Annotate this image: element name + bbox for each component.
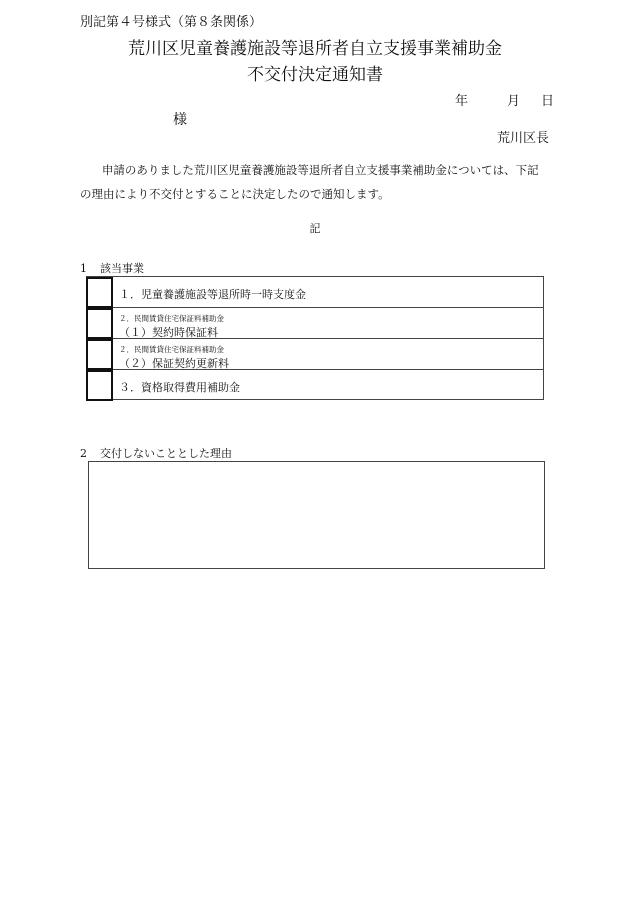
program-row [87, 339, 543, 370]
program-checkbox[interactable] [86, 308, 113, 339]
date-day-label: 日 [541, 94, 555, 109]
program-category-label: ２．民間賃貸住宅保証料補助金 [119, 314, 224, 323]
notice-body-text: 申請のありました荒川区児童養護施設等退所者自立支援事業補助金については、下記の理由により不交付とすることに決定したので通知します。 [80, 163, 539, 201]
date-month-label: 月 [507, 94, 521, 109]
program-sub-label: （２）保証契約更新料 [119, 357, 229, 370]
section1-title: 該当事業 [100, 262, 144, 275]
section2-title: 交付しないこととした理由 [100, 447, 232, 460]
program-sub-label: （１）契約時保証料 [119, 326, 218, 339]
form-number: 別記第４号様式（第８条関係） [80, 15, 263, 30]
issuer-name: 荒川区長 [497, 131, 550, 146]
program-row [87, 370, 543, 399]
section2-heading [80, 445, 232, 461]
recipient-honorific: 様 [173, 112, 187, 128]
program-checkbox[interactable] [86, 339, 113, 370]
ki-marker: 記 [309, 222, 321, 235]
document-title-line1: 荒川区児童養護施設等退所者自立支援事業補助金 [128, 39, 502, 59]
program-checkbox[interactable] [86, 370, 113, 401]
program-row [87, 277, 543, 308]
section2-number: 2 [80, 447, 87, 460]
section1-number: 1 [80, 262, 87, 275]
document-title-line2: 不交付決定通知書 [247, 65, 383, 85]
program-category-label: ２．民間賃貸住宅保証料補助金 [119, 345, 224, 354]
section1-heading [80, 260, 144, 276]
program-label: ３．資格取得費用補助金 [119, 381, 240, 394]
date-line [455, 90, 554, 109]
program-label: １．児童養護施設等退所時一時支度金 [119, 288, 306, 301]
program-checkbox[interactable] [86, 277, 113, 308]
program-row [87, 308, 543, 339]
date-year-label: 年 [455, 94, 469, 109]
program-table [86, 276, 544, 400]
reason-box[interactable] [88, 461, 545, 569]
